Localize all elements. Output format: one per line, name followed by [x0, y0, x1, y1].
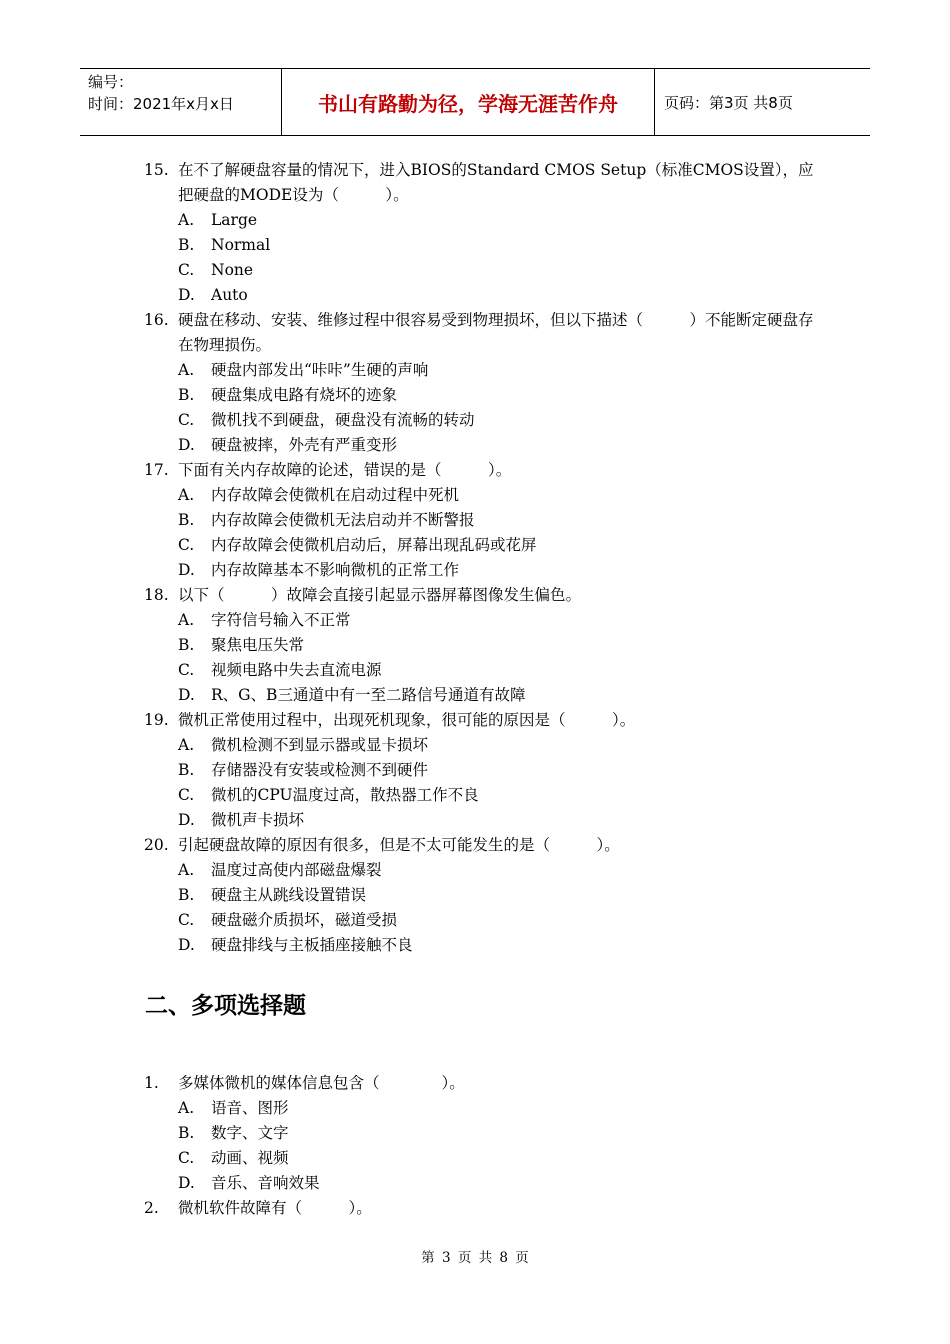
question — [144, 458, 824, 483]
option-letter: B. — [178, 761, 195, 779]
option-text: 硬盘集成电路有烧坏的迹象 — [211, 386, 398, 404]
option-text: 内存故障会使微机启动后，屏幕出现乱码或花屏 — [211, 536, 537, 554]
option-letter: C. — [178, 261, 195, 279]
option-text: 微机的CPU温度过高，散热器工作不良 — [211, 786, 479, 804]
option — [144, 1096, 824, 1121]
section-title: 二、多项选择题 — [145, 993, 306, 1019]
question-number: 18. — [144, 586, 169, 604]
option — [144, 508, 824, 533]
option-letter: A. — [178, 211, 195, 229]
header-motto: 书山有路勤为径，学海无涯苦作舟 — [281, 69, 655, 135]
question — [144, 833, 824, 858]
option-letter: A. — [178, 861, 195, 879]
option-text: 聚焦电压失常 — [211, 636, 305, 654]
option-letter: B. — [178, 236, 195, 254]
option-letter: C. — [178, 911, 195, 929]
header-time-label: 时间：2021年x月x日 — [88, 95, 234, 113]
question-text: 在不了解硬盘容量的情况下，进入BIOS的Standard CMOS Setup（标准CMOS设置），应把硬盘的MODE设为（ ）。 — [178, 161, 814, 204]
question-text: 引起硬盘故障的原因有很多，但是不太可能发生的是（ ）。 — [178, 836, 620, 854]
option-letter: A. — [178, 361, 195, 379]
option-text: 硬盘主从跳线设置错误 — [211, 886, 367, 904]
option-text: 硬盘内部发出“咔咔”生硬的声响 — [211, 361, 429, 379]
option-text: 微机检测不到显示器或显卡损坏 — [211, 736, 429, 754]
option-text: Large — [211, 211, 258, 229]
option — [144, 533, 824, 558]
question-number: 15. — [144, 161, 169, 179]
option-text: 音乐、音响效果 — [211, 1174, 320, 1192]
option-letter: A. — [178, 611, 195, 629]
option-letter: C. — [178, 536, 195, 554]
option-text: 温度过高使内部磁盘爆裂 — [211, 861, 382, 879]
option-text: 数字、文字 — [211, 1124, 289, 1142]
option-letter: D. — [178, 1174, 195, 1192]
option — [144, 683, 824, 708]
option — [144, 383, 824, 408]
option — [144, 883, 824, 908]
option-letter: C. — [178, 661, 195, 679]
option — [144, 208, 824, 233]
option-letter: B. — [178, 386, 195, 404]
option-letter: B. — [178, 886, 195, 904]
option-text: 语音、图形 — [211, 1099, 289, 1117]
document-body — [144, 158, 824, 1221]
option-letter: D. — [178, 561, 195, 579]
option-letter: D. — [178, 686, 195, 704]
option-letter: A. — [178, 1099, 195, 1117]
option — [144, 633, 824, 658]
option-text: 微机找不到硬盘，硬盘没有流畅的转动 — [211, 411, 475, 429]
option-text: 内存故障会使微机无法启动并不断警报 — [211, 511, 475, 529]
option-text: 动画、视频 — [211, 1149, 289, 1167]
question-text: 微机软件故障有（ ）。 — [178, 1199, 372, 1217]
option — [144, 233, 824, 258]
question-text: 下面有关内存故障的论述，错误的是（ ）。 — [178, 461, 512, 479]
option-letter: B. — [178, 1124, 195, 1142]
option — [144, 483, 824, 508]
option-letter: B. — [178, 511, 195, 529]
option-letter: D. — [178, 436, 195, 454]
question-text: 以下（ ）故障会直接引起显示器屏幕图像发生偏色。 — [178, 586, 582, 604]
header-meta — [80, 69, 281, 135]
option-text: None — [211, 261, 254, 279]
question-number: 2. — [144, 1199, 159, 1217]
option-letter: B. — [178, 636, 195, 654]
question-number: 1. — [144, 1074, 159, 1092]
question — [144, 308, 824, 358]
option-text: Auto — [211, 286, 248, 304]
option-text: Normal — [211, 236, 271, 254]
option — [144, 1146, 824, 1171]
option-text: R、G、B三通道中有一至二路信号通道有故障 — [211, 686, 526, 704]
option-text: 视频电路中失去直流电源 — [211, 661, 382, 679]
option — [144, 733, 824, 758]
option — [144, 408, 824, 433]
option — [144, 808, 824, 833]
question-text: 多媒体微机的媒体信息包含（ ）。 — [178, 1074, 465, 1092]
option — [144, 658, 824, 683]
option — [144, 908, 824, 933]
option — [144, 433, 824, 458]
option — [144, 258, 824, 283]
question-number: 16. — [144, 311, 169, 329]
option-letter: A. — [178, 486, 195, 504]
option-letter: D. — [178, 936, 195, 954]
option — [144, 1121, 824, 1146]
question — [144, 583, 824, 608]
option — [144, 858, 824, 883]
option-text: 内存故障基本不影响微机的正常工作 — [211, 561, 460, 579]
option-text: 硬盘被摔，外壳有严重变形 — [211, 436, 398, 454]
question-text: 硬盘在移动、安装、维修过程中很容易受到物理损坏，但以下描述（ ）不能断定硬盘存在物理损伤。 — [178, 311, 814, 354]
option — [144, 783, 824, 808]
question-number: 17. — [144, 461, 169, 479]
option — [144, 358, 824, 383]
option-letter: D. — [178, 811, 195, 829]
page-footer: 第 3 页 共 8 页 — [421, 1250, 529, 1266]
question-number: 19. — [144, 711, 169, 729]
question — [144, 708, 824, 733]
option — [144, 758, 824, 783]
option-text: 存储器没有安装或检测不到硬件 — [211, 761, 429, 779]
option — [144, 608, 824, 633]
option-letter: C. — [178, 1149, 195, 1167]
question — [144, 158, 824, 208]
option-text: 字符信号输入不正常 — [211, 611, 351, 629]
question-number: 20. — [144, 836, 169, 854]
option-letter: C. — [178, 411, 195, 429]
question — [144, 1071, 824, 1096]
header-number-label: 编号： — [88, 73, 134, 91]
option-text: 微机声卡损坏 — [211, 811, 305, 829]
option-letter: A. — [178, 736, 195, 754]
question-text: 微机正常使用过程中，出现死机现象，很可能的原因是（ ）。 — [178, 711, 636, 729]
option — [144, 283, 824, 308]
option — [144, 558, 824, 583]
option-text: 内存故障会使微机在启动过程中死机 — [211, 486, 460, 504]
question — [144, 1196, 824, 1221]
option-letter: C. — [178, 786, 195, 804]
page-header — [80, 68, 870, 136]
option-letter: D. — [178, 286, 195, 304]
single-choice-questions — [144, 158, 824, 958]
option — [144, 1171, 824, 1196]
option-text: 硬盘排线与主板插座接触不良 — [211, 936, 413, 954]
header-page-code: 页码：第3页 共8页 — [664, 93, 793, 112]
option-text: 硬盘磁介质损坏，磁道受损 — [211, 911, 398, 929]
option — [144, 933, 824, 958]
multiple-choice-questions — [144, 1071, 824, 1221]
